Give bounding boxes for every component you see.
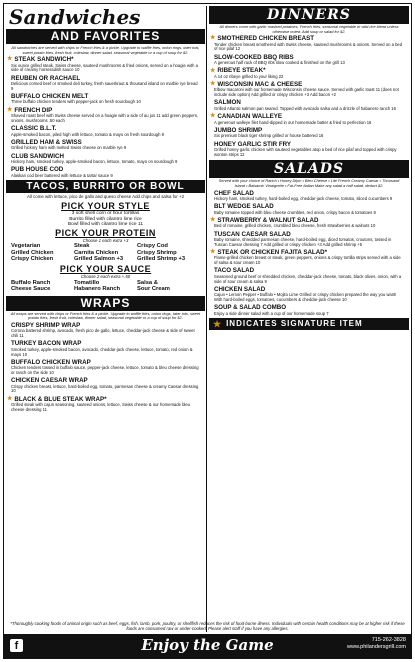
menu-item [209, 141, 409, 158]
menu-item [6, 396, 205, 413]
menu-item-name: SMOTHERED CHICKEN BREAST [217, 35, 314, 43]
menu-item [209, 54, 409, 66]
menu-page [3, 3, 412, 659]
style-line-1: 3 soft shell corn or flour tortillas [71, 210, 140, 216]
signature-star-icon: ★ [210, 35, 216, 42]
menu-item [6, 153, 205, 165]
sauce-option: Sour Cream [137, 286, 170, 293]
menu-item-description: Chicken tenders tossed in buffalo sauce, pepper-jack cheese, lettuce, tomato & bleu cheese dressing or ranch on the side 10 [11, 365, 199, 375]
menu-item-name: BUFFALO CHICKEN WRAP [11, 358, 91, 366]
wrap-list [6, 322, 205, 412]
protein-option: Crispy Cod [137, 243, 168, 250]
signature-star-icon: ★ [210, 113, 216, 120]
signature-star-icon: ★ [210, 217, 216, 224]
menu-item-name: CLUB SANDWICH [11, 152, 64, 160]
menu-item-name: TACO SALAD [214, 267, 255, 275]
menu-item [6, 75, 205, 92]
column-divider [206, 6, 207, 632]
menu-item [209, 190, 409, 202]
menu-item [209, 113, 409, 125]
signature-star-icon: ★ [210, 67, 216, 74]
menu-item-name: CHICKEN SALAD [214, 285, 266, 293]
menu-item-description: A 14 oz ribeye grilled to your liking 22 [214, 73, 284, 79]
menu-item-name: TUSCAN CAESAR SALAD [214, 230, 291, 238]
protein-grid [6, 243, 205, 263]
dinners-note: All dinners come with garlic mashed potatoes, French fries, seasonal vegetable or wild rice blend unless otherwise noted. Add soup or salad for $2. [219, 24, 399, 34]
menu-item [209, 286, 409, 303]
salad-list [209, 190, 409, 317]
menu-item-description: Grilled hickory ham with melted Swiss cheese on marble rye 9 [11, 145, 127, 151]
dinners-band: DINNERS [209, 6, 409, 24]
menu-item [209, 203, 409, 215]
menu-item [209, 67, 409, 79]
right-column [209, 4, 409, 634]
signature-star-icon: ★ [7, 395, 13, 402]
menu-item-description: Tender chicken breast smothered with Swiss cheese, sauteed mushrooms & onions. Served on a bed of rice pilaf 12 [214, 41, 403, 52]
menu-item-name: CRISPY SHRIMP WRAP [11, 322, 81, 330]
menu-item-name: BUFFALO CHICKEN MELT [11, 93, 89, 100]
menu-item-description: Alaskan cod beer battered with lettuce & tartar sauce 9 [11, 172, 113, 178]
tagline: Enjoy the Game [141, 636, 274, 654]
menu-item-name: SALMON [214, 99, 241, 107]
menu-item-name: CHICKEN CAESAR WRAP [11, 377, 88, 385]
menu-item-description: Cajun • Lemon Pepper • Buffalo • Mojito Lime Grilled or crispy chicken prepared the way you want! With hard-boiled eggs, tomatoes, cucumbers & cheddar-jack cheese 10 [214, 292, 397, 302]
menu-item-description: Six ounce grilled steak, Swiss cheese, sauteed mushrooms & fried onions, served on a hoagie with a side of creamy horseradish sauce 10 [11, 62, 198, 73]
sandwich-note: All sandwiches are served with chips or French fries & a pickle. Upgrade to waffle fries, onion rings, tater tots, sweet potato fries, fresh fruit, coleslaw, dinner salad, seasonal vegetable or a cup of soup for $2. [11, 45, 200, 55]
menu-item-name: RIBEYE STEAK* [217, 67, 266, 75]
menu-item-name: TURKEY BACON WRAP [11, 340, 82, 348]
menu-item-name: STRAWBERRY & WALNUT SALAD [217, 216, 319, 224]
menu-item [6, 93, 205, 105]
protein-option: Steak [74, 243, 90, 250]
menu-item-name: SLOW-COOKED BBQ RIBS [214, 53, 294, 61]
menu-item [209, 35, 409, 52]
menu-item-description: Seasoned ground beef or shredded chicken, cheddar-jack cheese, tomato, black olives, onion, with a side of sour cream & salsa 9 [214, 273, 402, 284]
menu-item [6, 377, 205, 394]
menu-item-name: STEAK SANDWICH* [14, 56, 74, 64]
menu-item [209, 217, 409, 229]
menu-item [209, 231, 409, 248]
menu-item-name: PUB HOUSE COD [11, 166, 64, 174]
menu-item-description: Hickory ham, smoked turkey, apple-smoked bacon, lettuce, tomato, mayo on sourdough 9 [11, 158, 178, 164]
menu-item-description: Bed of romaine, grilled chicken, crumbled bleu cheese, fresh strawberries & walnuts 10 [214, 223, 376, 229]
signature-star-icon: ★ [210, 81, 216, 88]
sauce-option: Habanero Ranch [74, 286, 121, 293]
protein-option: Grilled Shrimp +3 [137, 256, 186, 263]
tacos-note: All come with lettuce, pico de gallo and queso cheese Add chips and salsa for +2 [26, 194, 185, 200]
menu-item-description: Enjoy a side dinner salad with a cup of our homemade soup 7 [214, 310, 329, 316]
signature-star-icon: ★ [7, 56, 13, 63]
sauce-option: Salsa & [137, 279, 158, 286]
menu-item-name: CANADIAN WALLEYE [217, 113, 283, 121]
menu-item-name: WISCONSIN MAC & CHEESE [217, 81, 303, 88]
disclaimer: *Thoroughly cooking foods of animal origin such as beef, eggs, fish, lamb, pork, poultry, or shellfish reduces the risk of food-borne illness. Individuals with certain health conditions may be at higher risk if these foods are consumed raw or under-cooked. Please alert staff if you have any allergies. [10, 621, 405, 632]
sauce-grid [6, 280, 205, 293]
salads-note: Served with your choice of Ranch • Honey Dijon • Bleu Cheese • Lite French Creamy Caesar • Thousand Island • Balsamic Vinaigrette • Fat-Free Italian Make any salad a half salad, deduct $2. [218, 178, 400, 188]
sauce-option: Tomatillo [74, 279, 100, 286]
sauce-option: Buffalo Ranch [11, 279, 51, 286]
menu-item-name: BLT WEDGE SALAD [214, 203, 274, 211]
menu-item [209, 81, 409, 98]
protein-option: Carnita Chicken [74, 249, 119, 256]
sauce-option: Cheese Sauce [11, 286, 51, 293]
menu-item [6, 359, 205, 376]
menu-item-name: GRILLED HAM & SWISS [11, 138, 82, 146]
menu-item [6, 340, 205, 357]
menu-item-description: A generous half rack of BBQ ribs slow cooked & finished on the grill 13 [214, 60, 345, 65]
menu-item-name: STEAK OR CHICKEN FAJITA SALAD* [217, 249, 328, 257]
protein-option: Crispy Chicken [11, 256, 54, 263]
protein-option: Vegetarian [11, 243, 41, 250]
menu-item-description: Six premium black tiger shrimp grilled or house battered 16 [214, 133, 324, 139]
menu-item [209, 99, 409, 111]
menu-item-description: Grilled steak with cajun seasoning, sauteed onions, lettuce, Swiss cheese & our homemade bleu cheese dressing 11 [11, 402, 191, 412]
dinner-list [209, 35, 409, 157]
menu-item-description: Corona battered shrimp, avocado, fresh pico de gallo, lettuce, cheddar-jack cheese & side of sweet chili 11 [11, 328, 195, 339]
menu-item-name: CHEF SALAD [214, 189, 254, 197]
sandwiches-title: Sandwiches [9, 5, 141, 29]
menu-item [209, 127, 409, 139]
footer-bar [4, 634, 411, 658]
style-heading: PICK YOUR STYLE [61, 200, 150, 211]
menu-item [6, 166, 205, 178]
menu-item-description: Baby romaine, shredded parmesan cheese, hard-boiled egg, diced tomatos, croutons, tossed in Tuscan Caesar dressing 7 Add grilled or crispy chicken +3 Add grilled shrimp +5 [214, 237, 392, 247]
left-column [6, 4, 205, 634]
sauce-heading: PICK YOUR SAUCE [59, 264, 152, 275]
menu-item-name: CLASSIC B.L.T. [11, 125, 57, 133]
menu-item-description: Grilled honey garlic chicken with sauteed vegetables atop a bed of rice pilaf and topped with crispy wonton strips 12 [214, 146, 397, 157]
menu-item-description: Three buffalo chicken tenders with pepper-jack on fresh sourdough 10 [11, 99, 141, 105]
signature-star-icon: ★ [7, 106, 13, 113]
signature-legend-text: INDICATES SIGNATURE ITEM [226, 319, 363, 329]
menu-item-description: Baby romaine topped with bleu cheese crumbles, red onion, crispy bacon & tomatoes 9 [214, 209, 376, 215]
salads-band: SALADS [209, 160, 409, 178]
menu-item-name: JUMBO SHRIMP [214, 126, 263, 134]
menu-item-description: Grilled Atlantic salmon pan seared. Topped with avocado salsa and a drizzle of habanero ranch 16 [214, 105, 396, 111]
protein-heading: PICK YOUR PROTEIN [55, 227, 156, 238]
signature-star-icon: ★ [210, 249, 216, 256]
menu-item-name: REUBEN OR RACHAEL [11, 74, 81, 82]
menu-item-name: FRENCH DIP [14, 106, 53, 114]
menu-item-name: HONEY GARLIC STIR FRY [214, 140, 292, 148]
menu-item [209, 249, 409, 266]
menu-item [209, 267, 409, 284]
favorites-band: AND FAVORITES [6, 29, 205, 44]
protein-option: Crispy Shrimp [137, 249, 177, 256]
menu-item-description: A generous walleye filet hand-dipped in our homemade batter & fried to perfection 16 [214, 119, 372, 125]
sauce-note: Choose 2 each extra +.50 [80, 274, 131, 280]
signature-legend [209, 318, 409, 330]
signature-star-icon: ★ [213, 319, 223, 330]
protein-option: Grilled Salmon +3 [74, 256, 124, 263]
menu-item [6, 56, 205, 73]
menu-item-description: Elbow macaroni with our homemade Wisconsin cheese sauce. Served with garlic toast 11 (does not include side option) Add grilled or crispy chicken +3 Add bacon +2 [214, 87, 399, 98]
menu-item [6, 125, 205, 137]
protein-option: Grilled Chicken [11, 249, 54, 256]
wraps-note: All wraps are served with chips or French fries & a pickle. Upgrade to waffle fries, onion rings, tater tots, sweet potato fries, fresh fruit, coleslaw, dinner salad, seasonal vegetable or a cup of soup for $2. [10, 310, 201, 321]
sandwich-list [6, 56, 205, 178]
menu-item-description: Delicious corned beef or smoked deli turkey, fresh sauerkraut & thousand island on marble rye bread 9 [11, 81, 198, 91]
protein-note: Choose 1 each extra +3 [82, 237, 129, 243]
menu-item [6, 139, 205, 151]
menu-item-description: Hickory ham, smoked turkey, hard-boiled egg, cheddar-jack cheese, tomato, sliced cucumbers 9 [214, 195, 393, 201]
wraps-band: WRAPS [6, 296, 205, 311]
menu-item-name: SOUP & SALAD COMBO [214, 304, 287, 312]
menu-item-description: Smoked turkey, apple-smoked bacon, avocado, cheddar-jack cheese, lettuce, tomato, red onion & mayo 10 [11, 346, 193, 357]
menu-item-description: Flame-grilled chicken breast or steak, green peppers, onions & crispy tortilla strips served with a side of salsa & sour cream 10 [214, 255, 401, 266]
menu-item [6, 322, 205, 339]
menu-item-description: Shaved roast beef with Swiss cheese served on a hoagie with a side of au jus 11 add green peppers, onions, mushrooms .50 each [11, 113, 199, 123]
menu-item [6, 107, 205, 124]
menu-item-description: Crispy chicken breast, lettuce, hard-boiled egg, tomato, parmesan cheese & creamy Caesar dressing 10 [11, 383, 199, 394]
menu-item [209, 304, 409, 316]
menu-item-name: BLACK & BLUE STEAK WRAP* [14, 395, 107, 403]
tacos-band: TACOS, BURRITO OR BOWL [6, 180, 205, 193]
style-line-2: Burrito filled with cilantro lime rice [69, 216, 142, 222]
style-line-3: Bowl filled with cilantro lime rice 11 [67, 222, 144, 228]
website-link[interactable]: www.philandersgrill.com [347, 644, 406, 650]
facebook-icon[interactable]: f [10, 639, 23, 652]
menu-item-description: Apple-smoked bacon, piled high with lettuce, tomato & mayo on fresh sourdough 9 [11, 131, 164, 137]
phone-number: 715-262-3828 [371, 637, 406, 643]
